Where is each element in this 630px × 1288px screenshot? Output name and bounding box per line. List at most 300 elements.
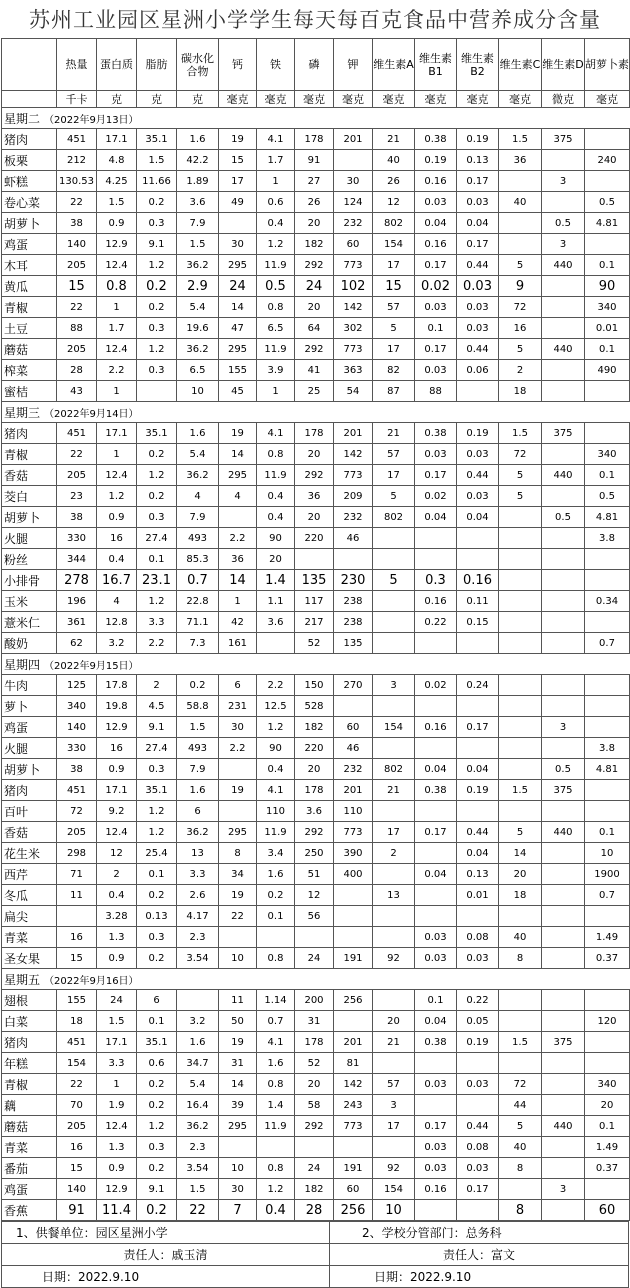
nutrient-value: 0.03 (457, 276, 499, 297)
nutrient-value: 1.9 (97, 1095, 137, 1116)
nutrient-value: 0.17 (457, 234, 499, 255)
nutrient-value: 18 (499, 885, 542, 906)
nutrient-value: 1.7 (97, 318, 137, 339)
nutrient-value: 4.81 (585, 759, 630, 780)
food-name: 冬瓜 (2, 885, 57, 906)
nutrient-value: 209 (334, 486, 373, 507)
nutrient-value: 1 (219, 591, 257, 612)
column-header: 维生素C (499, 39, 542, 91)
nutrient-value: 201 (334, 1032, 373, 1053)
day-header (2, 654, 630, 675)
nutrient-value: 88 (57, 318, 97, 339)
nutrient-value: 0.2 (137, 1158, 177, 1179)
nutrient-value: 0.19 (457, 423, 499, 444)
nutrient-value (457, 381, 499, 402)
food-name: 圣女果 (2, 948, 57, 969)
nutrient-value: 201 (334, 129, 373, 150)
nutrient-value: 0.03 (457, 1158, 499, 1179)
nutrient-value: 38 (57, 759, 97, 780)
nutrient-value: 7 (219, 1200, 257, 1221)
day-header (2, 402, 630, 423)
nutrient-value: 154 (373, 717, 415, 738)
nutrient-value (585, 381, 630, 402)
nutrient-value: 802 (373, 213, 415, 234)
nutrient-value (542, 801, 585, 822)
nutrient-value: 12 (373, 192, 415, 213)
nutrient-value (542, 360, 585, 381)
nutrient-value: 4.81 (585, 507, 630, 528)
nutrient-value: 140 (57, 234, 97, 255)
nutrient-value: 2.2 (97, 360, 137, 381)
nutrient-value: 17 (373, 1116, 415, 1137)
day-date: （2022年9月14日） (44, 408, 139, 420)
nutrient-value: 58 (295, 1095, 334, 1116)
nutrient-value: 15 (57, 1158, 97, 1179)
food-name: 鸡蛋 (2, 717, 57, 738)
food-row (2, 1158, 630, 1179)
nutrient-value (499, 591, 542, 612)
nutrient-value: 375 (542, 129, 585, 150)
nutrient-value: 0.04 (415, 759, 457, 780)
nutrient-value: 12.9 (97, 1179, 137, 1200)
nutrient-value (542, 528, 585, 549)
nutrient-value: 0.1 (585, 339, 630, 360)
nutrient-value: 35.1 (137, 129, 177, 150)
food-row (2, 1116, 630, 1137)
nutrient-value: 0.38 (415, 780, 457, 801)
nutrient-value (499, 759, 542, 780)
day-header-row (2, 402, 630, 423)
nutrient-value: 0.04 (415, 507, 457, 528)
column-header (2, 39, 57, 91)
unit-cell: 毫克 (373, 91, 415, 108)
nutrient-value (295, 1137, 334, 1158)
nutrient-value: 20 (295, 213, 334, 234)
nutrient-value: 130.53 (57, 171, 97, 192)
food-row (2, 822, 630, 843)
nutrient-value (415, 528, 457, 549)
nutrient-value: 493 (177, 738, 219, 759)
food-name: 白菜 (2, 1011, 57, 1032)
nutrient-value: 36 (219, 549, 257, 570)
nutrient-value: 4.1 (257, 129, 295, 150)
nutrient-value: 1.4 (257, 1095, 295, 1116)
nutrient-value: 1.14 (257, 990, 295, 1011)
nutrient-value: 154 (57, 1053, 97, 1074)
food-row (2, 192, 630, 213)
nutrient-value: 22 (57, 192, 97, 213)
nutrient-value: 3.9 (257, 360, 295, 381)
nutrient-value: 292 (295, 339, 334, 360)
nutrient-value: 40 (373, 150, 415, 171)
nutrient-value: 1.6 (177, 1032, 219, 1053)
nutrient-value: 0.4 (97, 549, 137, 570)
nutrient-value: 16 (97, 528, 137, 549)
nutrient-value: 1.49 (585, 1137, 630, 1158)
food-name: 胡萝卜 (2, 507, 57, 528)
nutrient-value: 16.7 (97, 570, 137, 591)
nutrient-value: 44 (499, 1095, 542, 1116)
food-name: 青菜 (2, 1137, 57, 1158)
nutrient-value (334, 150, 373, 171)
nutrient-value: 64 (295, 318, 334, 339)
nutrient-value: 2.2 (257, 675, 295, 696)
column-header: 维生素B2 (457, 39, 499, 91)
nutrient-value (415, 801, 457, 822)
nutrient-value: 1.5 (177, 1179, 219, 1200)
nutrient-value (542, 675, 585, 696)
nutrient-value: 140 (57, 717, 97, 738)
nutrient-value (542, 1137, 585, 1158)
nutrient-value: 17 (373, 255, 415, 276)
nutrient-value: 0.2 (137, 1200, 177, 1221)
day-header-row (2, 654, 630, 675)
nutrient-value: 35.1 (137, 780, 177, 801)
nutrient-value: 30 (334, 171, 373, 192)
nutrient-value: 1.89 (177, 171, 219, 192)
nutrient-value: 0.44 (457, 1116, 499, 1137)
nutrient-value: 1.5 (499, 129, 542, 150)
nutrient-value: 4.81 (585, 213, 630, 234)
nutrient-value (499, 801, 542, 822)
nutrient-value (499, 171, 542, 192)
nutrient-value: 0.03 (415, 1074, 457, 1095)
nutrient-value (415, 1095, 457, 1116)
nutrient-value (585, 780, 630, 801)
nutrient-value (257, 633, 295, 654)
nutrient-value: 9.1 (137, 234, 177, 255)
nutrient-value: 20 (499, 864, 542, 885)
nutrient-value: 11.4 (97, 1200, 137, 1221)
nutrient-value: 12.4 (97, 1116, 137, 1137)
nutrient-value: 1.3 (97, 1137, 137, 1158)
nutrient-value: 11.9 (257, 255, 295, 276)
nutrient-value: 340 (585, 1074, 630, 1095)
nutrient-value (334, 906, 373, 927)
nutrient-value (457, 738, 499, 759)
nutrient-value: 0.05 (457, 1011, 499, 1032)
nutrient-value: 150 (295, 675, 334, 696)
nutrient-value: 72 (499, 1074, 542, 1095)
nutrient-value: 232 (334, 213, 373, 234)
nutrient-value: 9.2 (97, 801, 137, 822)
food-name: 鸡蛋 (2, 1179, 57, 1200)
nutrient-value: 0.19 (457, 129, 499, 150)
nutrient-value: 232 (334, 507, 373, 528)
nutrient-value: 3 (373, 1095, 415, 1116)
nutrient-value: 0.8 (257, 444, 295, 465)
nutrient-value: 0.6 (257, 192, 295, 213)
nutrient-value: 40 (499, 927, 542, 948)
nutrient-value: 42 (219, 612, 257, 633)
dept-label: 2、学校分管部门：总务科 (330, 1222, 629, 1244)
nutrient-value: 3.6 (177, 192, 219, 213)
nutrient-value (499, 717, 542, 738)
nutrient-value: 5 (373, 318, 415, 339)
food-name: 蘑菇 (2, 339, 57, 360)
nutrient-value: 12.9 (97, 234, 137, 255)
nutrient-value: 3 (542, 717, 585, 738)
unit-cell: 毫克 (219, 91, 257, 108)
nutrient-value: 36.2 (177, 339, 219, 360)
food-row (2, 1074, 630, 1095)
nutrient-value (415, 885, 457, 906)
nutrient-value: 2.2 (137, 633, 177, 654)
nutrient-value: 3.4 (257, 843, 295, 864)
nutrient-value (542, 1095, 585, 1116)
nutrient-value: 0.17 (415, 465, 457, 486)
nutrient-value: 0.9 (97, 507, 137, 528)
nutrient-value: 178 (295, 423, 334, 444)
nutrient-value: 528 (295, 696, 334, 717)
nutrient-value (499, 570, 542, 591)
nutrient-value: 196 (57, 591, 97, 612)
nutrient-value: 0.13 (457, 150, 499, 171)
nutrient-value: 0.3 (137, 318, 177, 339)
nutrient-value: 0.5 (542, 213, 585, 234)
nutrient-value: 3.2 (177, 1011, 219, 1032)
nutrient-value: 90 (257, 528, 295, 549)
nutrient-value: 0.3 (137, 759, 177, 780)
nutrient-value: 25.4 (137, 843, 177, 864)
nutrient-value: 24 (219, 276, 257, 297)
nutrient-value: 1.5 (97, 192, 137, 213)
nutrient-value: 201 (334, 780, 373, 801)
nutrient-value: 0.44 (457, 822, 499, 843)
nutrient-value: 25 (295, 381, 334, 402)
nutrient-value: 72 (57, 801, 97, 822)
nutrient-value: 256 (334, 1200, 373, 1221)
nutrient-value: 82 (373, 360, 415, 381)
nutrient-value (585, 906, 630, 927)
nutrient-value: 8 (499, 948, 542, 969)
nutrient-value (373, 591, 415, 612)
nutrient-value: 330 (57, 738, 97, 759)
nutrient-value (542, 318, 585, 339)
nutrient-value: 2.9 (177, 276, 219, 297)
food-row (2, 759, 630, 780)
nutrient-value (542, 381, 585, 402)
nutrient-value: 182 (295, 1179, 334, 1200)
nutrient-value: 1.2 (257, 717, 295, 738)
nutrient-value: 1.2 (137, 1116, 177, 1137)
nutrient-value: 200 (295, 990, 334, 1011)
nutrient-value (457, 1095, 499, 1116)
nutrient-value: 19 (219, 885, 257, 906)
nutrient-value: 120 (585, 1011, 630, 1032)
nutrient-value: 1.6 (257, 1053, 295, 1074)
nutrient-value: 10 (219, 1158, 257, 1179)
nutrient-value (373, 612, 415, 633)
nutrient-value: 26 (373, 171, 415, 192)
nutrient-value: 0.03 (457, 192, 499, 213)
nutrient-value (415, 738, 457, 759)
nutrient-value: 1.49 (585, 927, 630, 948)
nutrient-value: 0.19 (415, 150, 457, 171)
nutrient-value: 14 (219, 1074, 257, 1095)
nutrient-value: 440 (542, 1116, 585, 1137)
nutrient-value (542, 276, 585, 297)
nutrient-value: 3 (542, 1179, 585, 1200)
nutrient-value: 72 (499, 444, 542, 465)
nutrient-value (334, 1011, 373, 1032)
page-title: 苏州工业园区星洲小学学生每天每百克食品中营养成分含量 (29, 8, 601, 32)
nutrient-value: 12 (97, 843, 137, 864)
nutrient-value: 400 (334, 864, 373, 885)
nutrient-value: 0.04 (457, 213, 499, 234)
nutrient-value: 3.8 (585, 528, 630, 549)
column-header: 胡萝卜素 (585, 39, 630, 91)
nutrient-value: 42.2 (177, 150, 219, 171)
nutrient-value: 451 (57, 129, 97, 150)
nutrient-value: 0.17 (457, 171, 499, 192)
nutrient-value (457, 1200, 499, 1221)
nutrient-value: 5 (499, 339, 542, 360)
nutrient-value: 298 (57, 843, 97, 864)
nutrient-value: 1 (257, 381, 295, 402)
nutrient-value: 230 (334, 570, 373, 591)
food-name: 小排骨 (2, 570, 57, 591)
nutrient-value: 142 (334, 297, 373, 318)
nutrient-value: 0.8 (97, 276, 137, 297)
nutrient-value: 41 (295, 360, 334, 381)
nutrient-value: 11.9 (257, 822, 295, 843)
nutrient-value: 4.1 (257, 1032, 295, 1053)
nutrient-value (457, 528, 499, 549)
nutrient-value: 20 (295, 507, 334, 528)
nutrient-value: 10 (177, 381, 219, 402)
nutrient-value: 21 (373, 423, 415, 444)
nutrient-value (499, 633, 542, 654)
nutrient-value: 6 (219, 675, 257, 696)
nutrient-value: 0.16 (415, 591, 457, 612)
nutrient-value: 363 (334, 360, 373, 381)
nutrient-value: 23 (57, 486, 97, 507)
nutrient-value: 9 (499, 276, 542, 297)
nutrient-value (585, 801, 630, 822)
nutrient-value: 46 (334, 738, 373, 759)
nutrient-value: 10 (219, 948, 257, 969)
nutrient-value: 34.7 (177, 1053, 219, 1074)
nutrient-value (542, 1053, 585, 1074)
nutrient-value: 0.2 (137, 192, 177, 213)
nutrient-value (334, 696, 373, 717)
nutrient-value: 0.19 (457, 780, 499, 801)
nutrient-value: 250 (295, 843, 334, 864)
nutrient-value (457, 1053, 499, 1074)
nutrient-value: 17 (219, 171, 257, 192)
food-name: 扁尖 (2, 906, 57, 927)
nutrient-value: 8 (499, 1158, 542, 1179)
nutrient-value (499, 1179, 542, 1200)
nutrient-value (219, 801, 257, 822)
nutrient-value: 1 (97, 381, 137, 402)
nutrient-value (542, 612, 585, 633)
nutrient-value: 36.2 (177, 1116, 219, 1137)
nutrient-value: 178 (295, 780, 334, 801)
nutrient-value: 0.03 (457, 1074, 499, 1095)
nutrient-value: 340 (585, 444, 630, 465)
nutrient-value: 0.37 (585, 948, 630, 969)
food-row (2, 948, 630, 969)
nutrient-value: 81 (334, 1053, 373, 1074)
nutrient-value: 0.01 (457, 885, 499, 906)
nutrient-value: 0.15 (457, 612, 499, 633)
food-name: 猪肉 (2, 423, 57, 444)
nutrient-value: 9.1 (137, 1179, 177, 1200)
nutrient-value: 102 (334, 276, 373, 297)
nutrient-value: 24 (97, 990, 137, 1011)
nutrient-value: 191 (334, 948, 373, 969)
nutrient-value: 375 (542, 780, 585, 801)
nutrient-value: 802 (373, 759, 415, 780)
nutrient-value (415, 549, 457, 570)
food-row (2, 171, 630, 192)
nutrient-value: 1.2 (97, 486, 137, 507)
nutrient-value: 451 (57, 780, 97, 801)
nutrient-value: 375 (542, 423, 585, 444)
food-name: 萝卜 (2, 696, 57, 717)
nutrient-value: 17.1 (97, 423, 137, 444)
nutrient-value: 17 (373, 465, 415, 486)
nutrient-value: 0.16 (415, 1179, 457, 1200)
nutrient-value: 0.01 (585, 318, 630, 339)
nutrient-value: 0.7 (585, 633, 630, 654)
food-row (2, 339, 630, 360)
nutrient-value: 38 (57, 507, 97, 528)
nutrient-value: 205 (57, 1116, 97, 1137)
nutrient-value: 135 (334, 633, 373, 654)
nutrient-value: 205 (57, 465, 97, 486)
nutrient-value: 0.44 (457, 255, 499, 276)
nutrient-value (585, 234, 630, 255)
nutrient-value: 205 (57, 255, 97, 276)
nutrient-value: 19 (219, 423, 257, 444)
nutrient-value (415, 906, 457, 927)
nutrient-value (499, 549, 542, 570)
responsible-1: 责任人：戚玉清 (2, 1244, 330, 1266)
nutrient-value: 0.2 (137, 948, 177, 969)
nutrient-value: 38 (57, 213, 97, 234)
nutrient-value (542, 1200, 585, 1221)
food-name: 藕 (2, 1095, 57, 1116)
nutrient-value: 0.17 (457, 717, 499, 738)
date-2: 日期：2022.9.10 (330, 1266, 629, 1288)
nutrient-value: 22 (219, 906, 257, 927)
nutrient-value: 191 (334, 1158, 373, 1179)
food-row (2, 906, 630, 927)
nutrient-value: 232 (334, 759, 373, 780)
food-name: 年糕 (2, 1053, 57, 1074)
food-row (2, 864, 630, 885)
day-header-row (2, 108, 630, 129)
nutrient-value: 773 (334, 255, 373, 276)
nutrient-value (177, 990, 219, 1011)
food-row (2, 612, 630, 633)
nutrient-value: 50 (219, 1011, 257, 1032)
food-name: 番茄 (2, 1158, 57, 1179)
nutrient-value: 0.03 (415, 1137, 457, 1158)
nutrient-value: 238 (334, 591, 373, 612)
food-name: 虾糕 (2, 171, 57, 192)
nutrient-value: 10 (373, 1200, 415, 1221)
nutrient-value: 12.4 (97, 822, 137, 843)
nutrient-value (499, 234, 542, 255)
nutrient-value: 90 (585, 276, 630, 297)
nutrient-value: 27.4 (137, 528, 177, 549)
nutrient-value: 17.8 (97, 675, 137, 696)
nutrient-value: 1900 (585, 864, 630, 885)
